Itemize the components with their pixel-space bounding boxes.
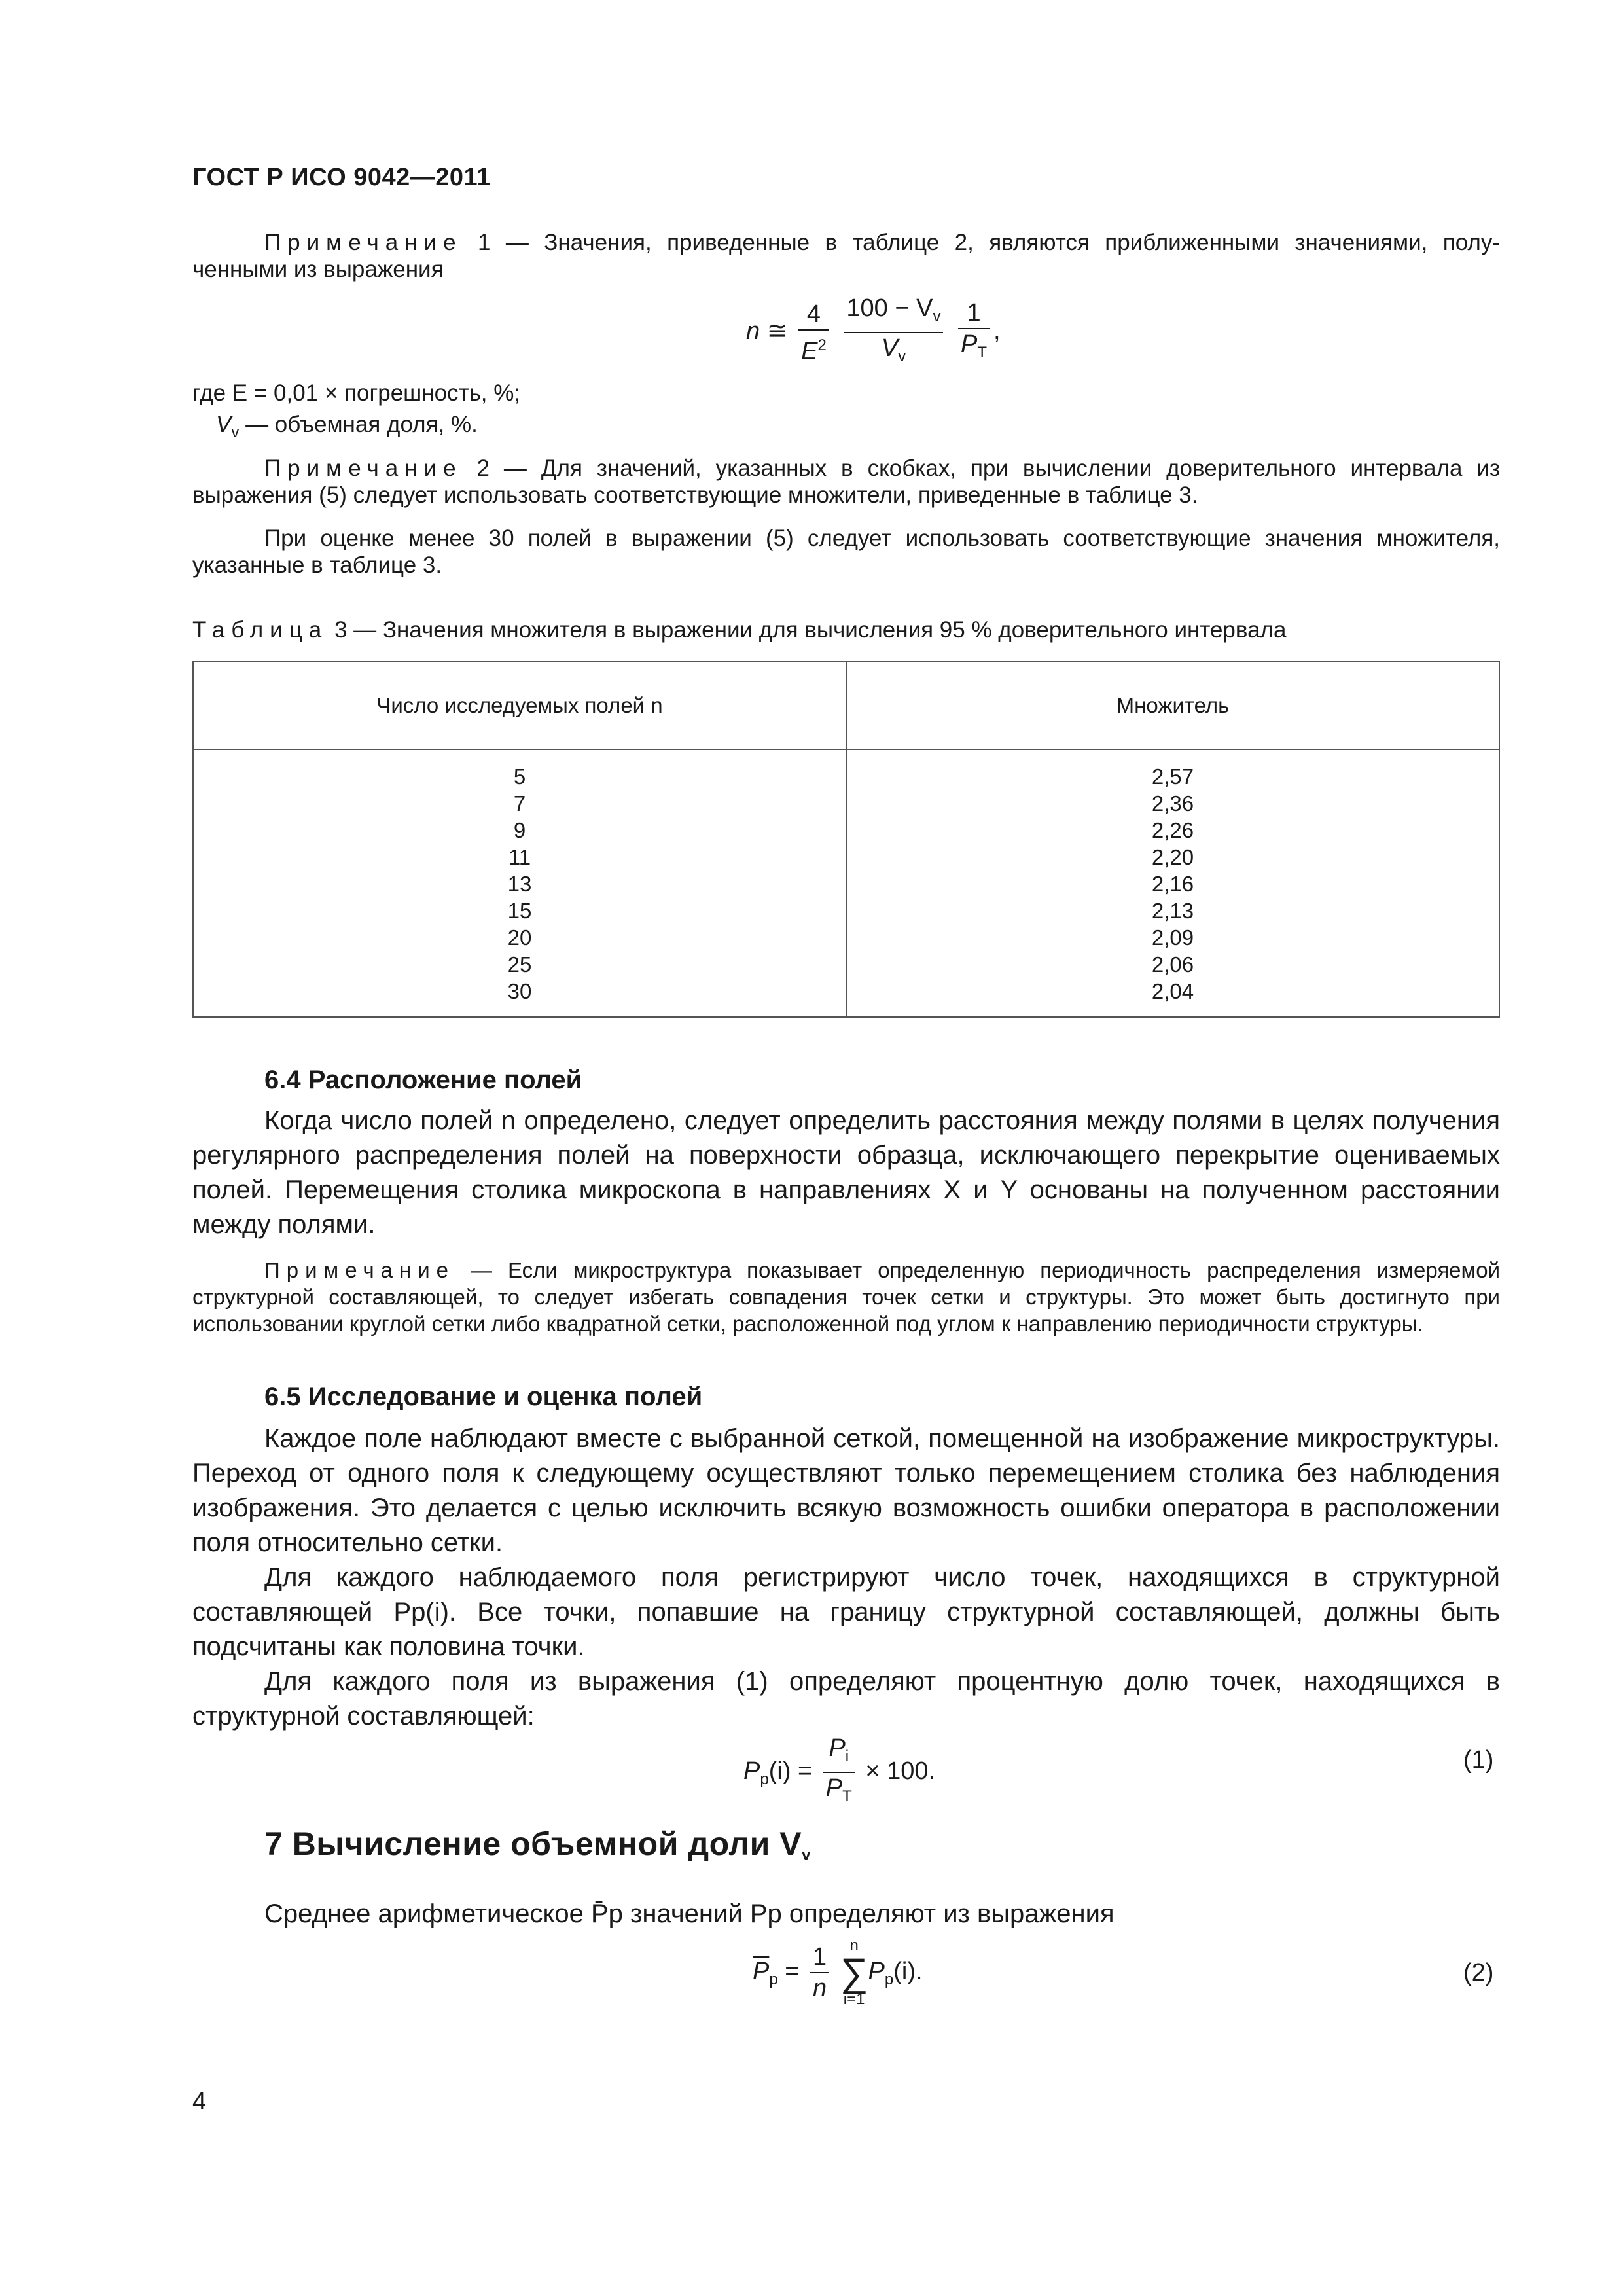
sub: v [802,1846,811,1864]
note-1-text-line2: ченными из выражения [192,257,444,282]
table-caption-text: 3 — Значения множителя в выражении для вычисления 95 % доверительного интервала [334,617,1287,643]
frac-den [844,333,943,372]
note-label: Примечание [264,456,463,481]
frac-den [810,1973,829,2003]
frac-den [823,1773,855,1812]
table-cell: 13 [507,872,532,896]
equation-1-number: (1) [1463,1746,1494,1774]
frac-num: 1 [958,298,990,329]
sub: p [884,1971,894,1989]
table-cell: 2,04 [1151,979,1194,1003]
arg: (i). [893,1958,923,1986]
table-cell: 7 [513,791,526,816]
frac-num [823,1733,855,1773]
var-p: P [868,1958,885,1986]
col-header-multiplier [846,662,1499,749]
equation-2-number: (2) [1463,1959,1494,1986]
note-label: Примечание [264,230,463,255]
table-3 [192,661,1500,1018]
para-line2: указанные в таблице 3. [192,552,442,578]
equation-1 [743,1733,935,1812]
var-e: E [801,337,818,365]
col-k-cell [846,749,1499,1017]
sum-sign: ∑ [840,1950,868,1994]
where-line2 [216,411,478,446]
section-6-4-title: 6.4 Расположение полей [264,1066,582,1094]
para-fewer-fields [192,525,1500,579]
note-1 [192,229,1500,283]
formula-var: n [746,317,760,346]
sub: v [231,423,240,441]
sup: 2 [817,336,827,354]
note-2-text-line1: 2 — Для значений, указанных в скобках, при вычислении доверительного интервала из [476,456,1500,481]
col-n-cell [193,749,846,1017]
table-cell: 20 [507,925,532,950]
page-number: 4 [192,2088,207,2115]
frac-num [844,293,943,333]
table-row [193,749,1499,1017]
section-7-para: Среднее арифметическое P̄p значений Pp определяют из выражения [264,1899,1115,1928]
sum-operator [840,1937,868,2008]
frac-den [958,329,990,368]
table-cell: 2,16 [1151,872,1194,896]
where-line1: где E = 0,01 × погрешность, %; [192,380,521,406]
frac-den [798,331,829,367]
section-6-5-title: 6.5 Исследование и оценка полей [264,1382,703,1411]
section-6-5-para2: Для каждого наблюдаемого поля регистрируют число точек, находящихся в структурной составляющей Pp(i). Все точки, попавшие на границу структурной составляющей, должны быть подсчитаны как половина точки. [192,1563,1500,1661]
table-cell: 15 [507,899,532,923]
para-line1: При оценке менее 30 полей в выражении (5) следует использовать соответствующие значения множителя, [264,526,1500,551]
table-cell: 2,20 [1151,845,1194,869]
fraction-4-over-e2 [798,299,829,367]
var-v: V [881,334,899,362]
table-cell: 2,06 [1151,952,1194,977]
document-header: ГОСТ Р ИСО 9042—2011 [192,164,491,191]
note-2 [192,455,1500,509]
section-6-4-para: Когда число полей n определено, следует определить расстояния между полями в целях получения регулярного распределения полей на поверхности образца, исключающего перекрытие оцениваемых полей. Перемещения столика микроскопа в направлениях X и Y основаны на полученном расстоянии между полями. [192,1106,1500,1239]
var-p: P [825,1774,843,1802]
table-cell: 2,09 [1151,925,1194,950]
table-cell: 5 [513,764,526,789]
arg: (i) = [768,1757,813,1785]
equation-2 [753,1937,923,2008]
table-cell: 2,57 [1151,764,1194,789]
col-header-text: Число исследуемых полей n [376,693,663,717]
table-cell: 30 [507,979,532,1003]
table-cell: 2,13 [1151,899,1194,923]
sub: i [845,1748,849,1765]
section-6-4-note [192,1257,1500,1337]
var-p: P [743,1757,760,1785]
sub: v [898,348,906,365]
note-1-text-line1: 1 — Значения, приведенные в таблице 2, являются приближенными значениями, полу- [478,230,1500,255]
fraction-1-over-n [810,1942,829,2003]
table-cell: 9 [513,818,526,842]
formula-tail: , [993,317,1001,346]
sub: p [769,1971,778,1989]
table-cell: 2,36 [1151,791,1194,816]
formula-tail: × 100. [865,1757,936,1785]
num-text: 100 − V [846,295,933,322]
table-caption-label: Таблица [192,617,329,643]
sub: T [977,343,988,361]
eq-sign: = [785,1958,800,1986]
table-cell: 11 [508,845,531,869]
formula-n-approx [746,293,1001,372]
sub: T [842,1787,852,1805]
section-6-5-para3: Для каждого поля из выражения (1) определяют процентную долю точек, находящихся в структурной составляющей: [192,1667,1500,1731]
fraction-1-over-pt [958,298,990,368]
sub: p [760,1770,769,1789]
var-p-mean: $\overline{P}$ [753,1958,770,1986]
fraction-pi-over-pt [823,1733,855,1812]
table-3-caption [192,617,1286,643]
section-6-5-para1: Каждое поле наблюдают вместе с выбранной сеткой, помещенной на изображение микроструктуры. Переход от одного поля к следующему осуществляют только перемещением столика без наблюдения изображения. Это делается с целью исключить всякую возможность ошибки оператора в расположении поля относительно сетки. [192,1424,1500,1557]
sum-top: n [849,1937,859,1954]
frac-num: 1 [810,1942,829,1973]
fraction-100-minus-vv [844,293,943,372]
where-line2-text: — объемная доля, %. [239,412,478,437]
var-p: P [829,1734,846,1762]
table-cell: 2,26 [1151,818,1194,842]
sum-bottom: i=1 [843,1990,865,2008]
sub: v [933,308,941,325]
var-n: n [813,1975,827,2002]
formula-op: ≅ [766,317,788,346]
frac-num: 4 [798,299,829,331]
col-header-fields [193,662,846,749]
col-header-text: Множитель [1116,693,1230,717]
note-label: Примечание [264,1258,455,1282]
note-text: — Если микроструктура показывает определенную периодичность распределения измеряемой структурной составляющей, то следует избегать совпадения точек сетки и структуры. Это может быть достигнуто при использовании круглой сетки либо квадратной сетки, расположенной под углом к направлению периодичности структуры. [192,1258,1501,1336]
title-text: 7 Вычисление объемной доли V [264,1825,802,1862]
section-7-title [264,1825,811,1865]
var-p: P [961,330,978,358]
note-2-text-line2: выражения (5) следует использовать соответствующие множители, приведенные в таблице 3. [192,482,1198,508]
table-header-row [193,662,1499,749]
var-v: V [216,412,232,437]
table-cell: 25 [507,952,532,977]
